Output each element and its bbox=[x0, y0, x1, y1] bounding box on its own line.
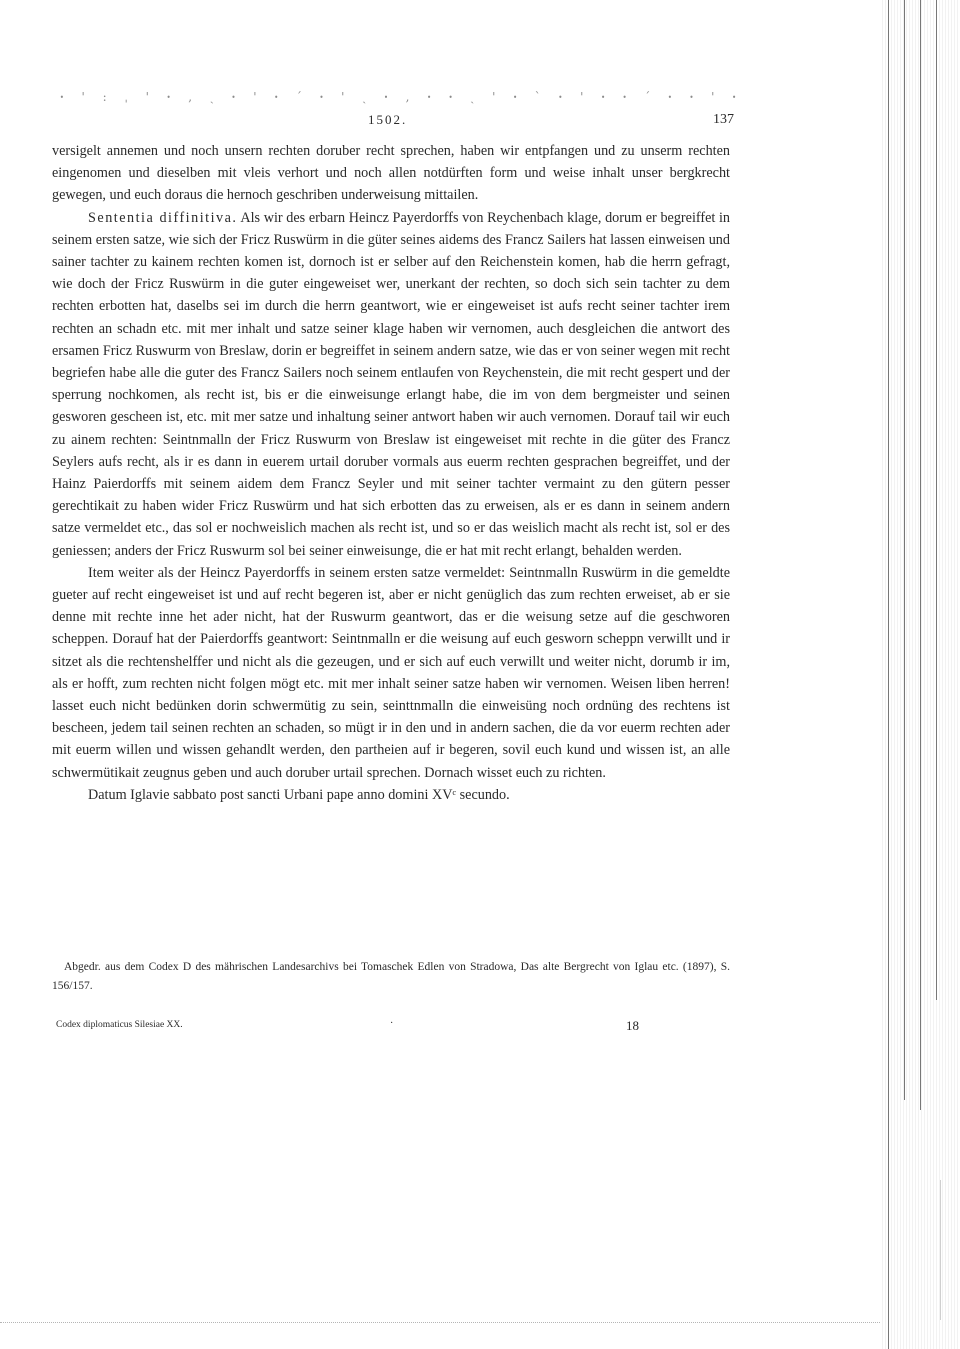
year-heading: 1502. bbox=[368, 112, 408, 127]
page-footer bbox=[56, 1018, 656, 1038]
scan-edge-line bbox=[904, 0, 905, 1100]
bleed-through-marks: ꞏ ' : ˌ ' ꞏ , ˏ ꞏ ' ꞏ ˊ ꞏ ' ˎ ꞏ , ꞏ ꞏ ˏ ' ꞏ ˋ ꞏ ' ꞏ ꞏ ˊ ꞏ ꞏ ' ꞏ bbox=[60, 90, 743, 104]
page-header bbox=[52, 112, 740, 132]
scan-edge-margin bbox=[882, 0, 960, 1349]
sheet-signature: 18 bbox=[626, 1018, 639, 1033]
scan-edge-line bbox=[920, 0, 921, 1110]
citation-note: Abgedr. aus dem Codex D des mährischen Landesarchivs bei Tomaschek Edlen von Stradowa, Das alte Bergrecht von Iglau etc. (1897), S. 156/157. bbox=[52, 961, 730, 992]
scan-rule bbox=[940, 1180, 941, 1320]
document-body bbox=[52, 140, 730, 806]
date-line: Datum Iglavie sabbato post sancti Urbani pape anno domini XVᶜ secundo. bbox=[88, 786, 510, 803]
scan-fold-line bbox=[0, 1322, 880, 1323]
scan-edge-line bbox=[888, 0, 889, 1349]
paragraph: versigelt annemen und noch unsern rechten doruber recht sprechen, haben wir entpfangen und zu unserm rechten eingenomen und dieselben mit vleis verhort und noch allen notdürften form und weise inhalt unser bergkrecht gewegen, und euch doraus die hernoch geschriben underweisung mittailen. bbox=[52, 143, 730, 204]
scan-edge-line bbox=[936, 0, 937, 1000]
section-heading: Sententia diffinitiva. bbox=[88, 209, 238, 226]
paragraph-text: Als wir des erbarn Heincz Payerdorffs von Reychenbach klage, dorum er begreiffet in seinem ersten satze, wie sich der Fricz Ruswürm in die güter seines aidems des Francz Sailers hat lassen einweisen und sainer tachter zu kainem rechten komen ist, dornoch ist er selber auf den Reichenstein komen, hab die herrn gefragt, wie doch der Fricz Ruswürm in die guter eingeweiset wer, unerkant der rechten, so doch sich sein tachter zu dem rechten erbotten hat, daselbs sei im durch die herrn geantwort, wie er eingeweiset ist aufs recht seiner tachter irem rechten an schadn etc. mit mer inhalt und satze seiner klage haben wir vernomen, auch desgleichen die antwort des ersamen Fricz Ruswurm von Breslaw, dorin er begreiffet in seinem andern satze, wie das er von seiner wegen mit recht begriefen habe alle die guter des Francz Sailers noch seinem entlaufen von Reychenstein, die mit recht gespert und der sperrung nochkomen, als recht ist, bis er die einweisunge erlangt habe, die im von dem bergmeister und seinen gesworen gescheen ist, etc. mit mer satze und inhaltung seiner antwort haben wir auch vernomen. Dorauf tail wir euch zu ainem rechten: Seintnmalln der Fricz Ruswurm von Breslaw ist eingeweiset mit rechte in die güter des Francz Seylers aufs recht, als ir es dann in euerem urtail doruber vormals aus euerm rechten gesprachen begreiffet, und der Hainz Paierdorffs mit seinem aidem dem Francz Seyler und mit seiner tachter vermaint zu den gütern pesser gerechtikait zu haben wider Fricz Ruswürm und hat sich erbotten das zu erweisen, als er es dann in seinem andern satze vermeldet etc., das sol er nochweislich machen als recht ist, und so er das weislich macht als recht ist, sol er des geniessen; anders der Fricz Ruswurm sol bei seiner einweisunge, die er hat mit recht erlangt, behalden werden. bbox=[52, 209, 731, 559]
paragraph bbox=[52, 207, 730, 562]
source-reference: Codex diplomaticus Silesiae XX. bbox=[56, 1020, 183, 1030]
page-number: 137 bbox=[713, 112, 734, 127]
paragraph: Item weiter als der Heincz Payerdorffs in seinem ersten satze vermeldet: Seintnmalln Ruswürm in die gemeldte gueter auf recht eingeweiset ist und auf recht begeren ist, aber er nicht genüglich das zum rechten erweiset, ab er sie denne mit rechte inne het ader nicht, hat der Ruswurm geantwort, das er die weisung setze auf die geschworen scheppen. Dorauf hat der Paierdorffs geantwort: Seintnmalln er die weisung auf euch gesworn scheppn verwillt und ir sitzet als die rechtenshelffer und nicht als die gezeugen, und er sich auf euch verwillt und weiter nicht, dorumb ir im, als er hofft, zum rechten nicht folgen mögt etc. mit mer inhalt seiner satze haben wir vernomen. Weisen liben herren! lasset euch nicht bedünken dorin schwermütig zu sein, seinttnmalln die einweisüng noch ordnüng des rechtens ist bescheen, jedem tail seinen rechten an schaden, so mügt ir in den und in andern sachen, die da vor euerm rechten ader mit euerm willen und wissen gehandlt werden, den partheien auf ir begeren, sovil euch kund und wissen ist, an alle schwermütikait zeugnus geben und auch doruber urtail sprechen. Dornach wisset euch zu richten. bbox=[52, 564, 730, 781]
footer-dot: · bbox=[390, 1018, 394, 1029]
